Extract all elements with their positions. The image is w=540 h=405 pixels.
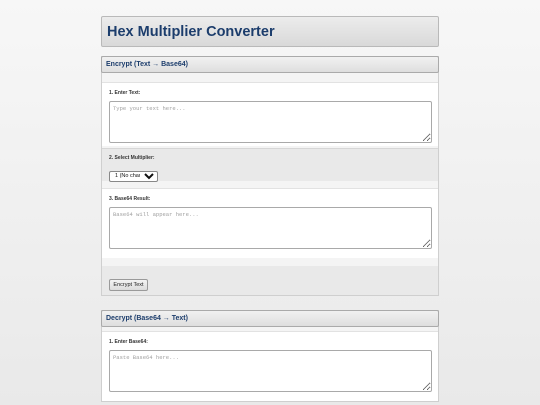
decrypt-base64-input[interactable] [109, 350, 432, 392]
encrypt-actions-section [102, 266, 438, 295]
decrypt-input-section [102, 331, 438, 401]
app-header [101, 16, 439, 47]
base64-result-output[interactable] [109, 207, 432, 249]
encrypt-input-section [102, 82, 438, 146]
encrypt-result-label: 3. Base64 Result: [109, 196, 151, 202]
encrypt-text-input[interactable] [109, 101, 432, 143]
encrypt-panel-header [101, 56, 439, 73]
multiplier-label: 2. Select Multiplier: [109, 155, 155, 161]
decrypt-input-label: 1. Enter Base64: [109, 339, 148, 345]
encrypt-input-label: 1. Enter Text: [109, 90, 141, 96]
decrypt-panel-title: Decrypt (Base64 → Text) [106, 315, 188, 322]
encrypt-result-section [102, 188, 438, 258]
decrypt-panel [101, 310, 439, 402]
multiplier-select[interactable] [109, 171, 158, 182]
decrypt-panel-header [101, 310, 439, 327]
encrypt-text-button[interactable]: Encrypt Text [109, 279, 148, 291]
encrypt-panel-title: Encrypt (Text → Base64) [106, 61, 188, 68]
encrypt-panel [101, 56, 439, 296]
multiplier-section [102, 148, 438, 181]
app-container [101, 16, 439, 402]
app-title: Hex Multiplier Converter [107, 23, 275, 40]
